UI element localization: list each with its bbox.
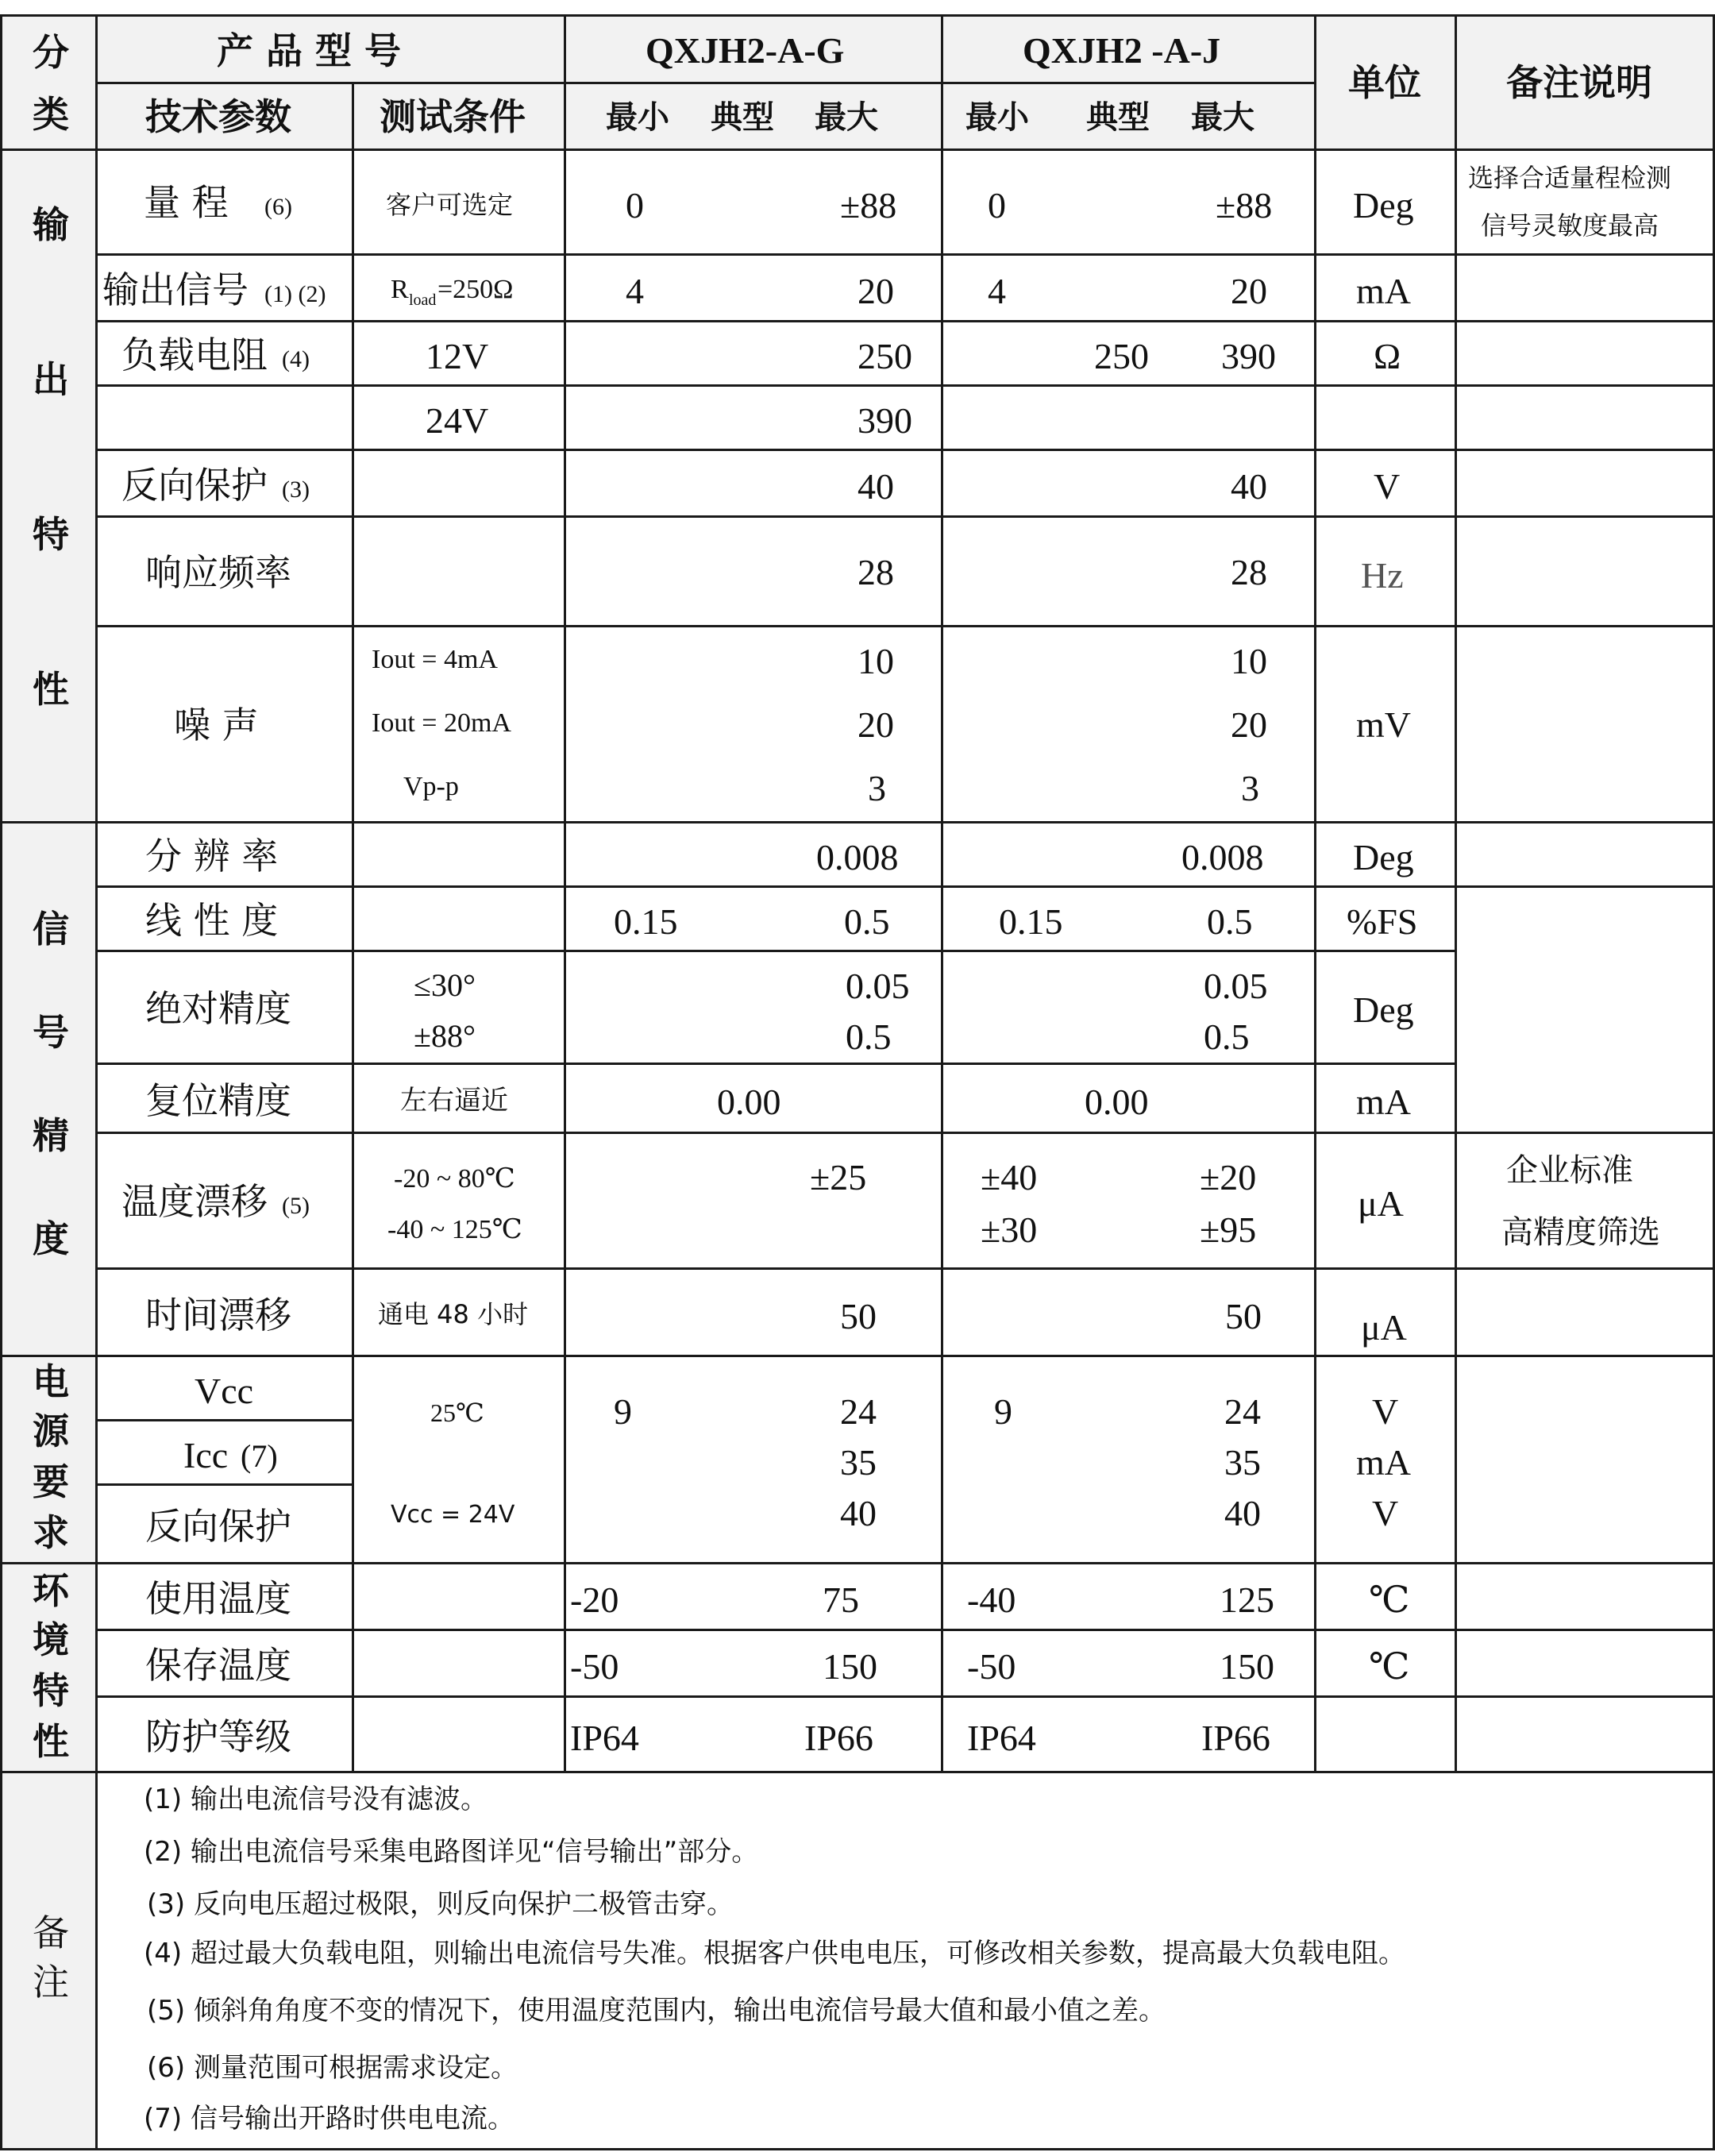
signal-cond-val: =250Ω	[437, 275, 514, 304]
load-g-max: 250	[858, 336, 912, 376]
header-tech-params-cell	[95, 82, 354, 151]
power-reverse-label: 反向保护	[145, 1505, 291, 1548]
row-timedrift-name	[95, 1267, 354, 1357]
load-label: 负载电阻	[121, 334, 268, 376]
row-signal-name	[95, 253, 354, 322]
icc-label: Icc	[183, 1435, 229, 1475]
resolution-j: 0.008	[1181, 837, 1264, 877]
row-protection-cond	[352, 1695, 566, 1773]
row-absolute-cond	[352, 950, 566, 1065]
row-absolute-unit	[1314, 950, 1457, 1065]
row-reset-g	[564, 1063, 943, 1134]
range-remark-1: 选择合适量程检测	[1468, 163, 1672, 193]
reset-unit: mA	[1356, 1082, 1411, 1122]
header-remarks-cell	[1455, 14, 1715, 151]
range-cond: 客户可选定	[386, 190, 514, 220]
section-power-char-2: 源	[33, 1410, 69, 1452]
header-model-j-cell	[941, 14, 1316, 84]
range-g-max: ±88	[840, 185, 897, 226]
noise-cond-2: Iout = 20mA	[372, 708, 511, 738]
signal-g-min: 4	[626, 271, 644, 311]
signal-cond-sub: load	[409, 291, 437, 309]
operating-j-min: -40	[967, 1579, 1016, 1620]
row-tempdrift-cond	[352, 1132, 566, 1270]
header-model-g: QXJH2-A-G	[646, 30, 845, 71]
signal-cond-r: R	[391, 275, 409, 304]
row-linearity-unit	[1314, 885, 1457, 952]
section-notes-cell	[0, 1771, 98, 2150]
tempdrift-cond-2: -40 ~ 125℃	[387, 1215, 522, 1244]
range-j-max: ±88	[1216, 185, 1273, 226]
note-6: (6) 测量范围可根据需求设定。	[147, 2052, 518, 2084]
noise-cond-3: Vp-p	[403, 772, 459, 801]
row-timedrift-unit	[1314, 1267, 1457, 1357]
row-reset-cond	[352, 1063, 566, 1134]
row-range-name	[95, 148, 354, 256]
reverse-label: 反向保护	[121, 464, 268, 507]
icc-ref: (7)	[241, 1438, 278, 1474]
signal-j-min: 4	[988, 271, 1006, 311]
header-product-model-cell	[95, 14, 566, 84]
signal-label: 输出信号	[102, 268, 249, 311]
row-noise-cond	[352, 625, 566, 823]
tempdrift-remark-2: 高精度筛选	[1501, 1214, 1660, 1251]
row-storage-cond	[352, 1629, 566, 1698]
range-remark-2: 信号灵敏度最高	[1481, 210, 1659, 241]
section-env-char-3: 特	[33, 1669, 69, 1712]
row-timedrift-j	[941, 1267, 1316, 1357]
range-ref: (6)	[264, 194, 292, 220]
power-reverse-unit: V	[1372, 1493, 1399, 1533]
absolute-unit: Deg	[1353, 989, 1414, 1030]
vcc-g-max: 24	[840, 1391, 877, 1432]
row-reset-j	[941, 1063, 1316, 1134]
row-resolution-j	[941, 821, 1316, 888]
power-reverse-j-max: 40	[1224, 1493, 1261, 1533]
row-reverse-remark	[1455, 449, 1715, 518]
row-reverse-unit	[1314, 449, 1457, 518]
row-noise-g	[564, 625, 943, 823]
header-j-min: 最小	[965, 99, 1029, 136]
row-reverse-j	[941, 449, 1316, 518]
row-absolute-name	[95, 950, 354, 1065]
row-timedrift-remark	[1455, 1267, 1715, 1357]
noise-label: 噪 声	[174, 704, 259, 746]
timedrift-j: 50	[1225, 1296, 1262, 1336]
row-signal-remark	[1455, 253, 1715, 322]
linearity-j-min: 0.15	[999, 901, 1063, 942]
note-1: (1) 输出电流信号没有滤波。	[144, 1784, 488, 1815]
header-category-2: 类	[33, 93, 69, 136]
row-load-remark	[1455, 320, 1715, 387]
absolute-g-2: 0.5	[846, 1016, 892, 1057]
noise-j-1: 10	[1231, 641, 1267, 681]
notes-body-cell	[95, 1771, 1715, 2150]
section-power-char-1: 电	[33, 1360, 69, 1403]
section-notes-char-1: 备	[33, 1911, 69, 1954]
protection-j-min: IP64	[967, 1718, 1036, 1758]
row-load24-j	[941, 384, 1316, 451]
protection-label: 防护等级	[145, 1715, 291, 1758]
note-7: (7) 信号输出开路时供电电流。	[144, 2103, 514, 2135]
range-label: 量 程	[144, 181, 229, 224]
row-operating-remark	[1455, 1562, 1715, 1631]
tempdrift-j-max-1: ±20	[1200, 1157, 1257, 1198]
load24-cond: 24V	[426, 400, 489, 441]
operating-unit: ℃	[1369, 1579, 1410, 1620]
row-reset-name	[95, 1063, 354, 1134]
row-range-cond	[352, 148, 566, 256]
signal-merged-remark	[1455, 885, 1715, 1134]
tempdrift-remark-1: 企业标准	[1506, 1152, 1633, 1189]
header-category-cell	[0, 14, 98, 151]
resolution-label: 分 辨 率	[145, 835, 279, 877]
power-j-cell	[941, 1355, 1316, 1564]
storage-j-min: -50	[967, 1646, 1016, 1687]
noise-g-2: 20	[858, 704, 894, 745]
operating-g-min: -20	[570, 1579, 619, 1620]
timedrift-label: 时间漂移	[145, 1294, 291, 1336]
vcc-unit: V	[1372, 1391, 1399, 1432]
absolute-cond-1: ≤30°	[414, 967, 476, 1003]
signal-g-max: 20	[858, 271, 894, 311]
section-signal-char-4: 度	[33, 1217, 69, 1260]
absolute-j-1: 0.05	[1204, 966, 1268, 1006]
note-2: (2) 输出电流信号采集电路图详见“信号输出”部分。	[144, 1836, 759, 1868]
range-unit: Deg	[1353, 185, 1414, 226]
header-model-j: QXJH2 -A-J	[1023, 30, 1221, 71]
row-tempdrift-unit	[1314, 1132, 1457, 1270]
row-linearity-cond	[352, 885, 566, 952]
protection-j-max: IP66	[1201, 1718, 1270, 1758]
load-cond: 12V	[426, 336, 489, 376]
row-resolution-name	[95, 821, 354, 888]
section-output-cell	[0, 148, 98, 823]
absolute-g-1: 0.05	[846, 966, 910, 1006]
section-env-char-2: 境	[33, 1618, 69, 1661]
row-protection-unit	[1314, 1695, 1457, 1773]
timedrift-g: 50	[840, 1296, 877, 1336]
power-g-cell	[564, 1355, 943, 1564]
header-test-conditions: 测试条件	[380, 95, 526, 138]
row-reverse-g	[564, 449, 943, 518]
section-signal-cell	[0, 821, 98, 1357]
response-label: 响应频率	[145, 551, 291, 594]
row-storage-g	[564, 1629, 943, 1698]
row-load-j	[941, 320, 1316, 387]
section-power-char-3: 要	[33, 1460, 69, 1503]
noise-unit: mV	[1356, 704, 1411, 745]
linearity-label: 线 性 度	[145, 899, 279, 942]
header-g-max: 最大	[815, 99, 878, 136]
load-ref: (4)	[282, 346, 310, 372]
row-resolution-g	[564, 821, 943, 888]
power-cond-cell	[352, 1355, 566, 1564]
section-env-char-4: 性	[33, 1720, 69, 1763]
row-response-j	[941, 515, 1316, 627]
reset-label: 复位精度	[145, 1079, 291, 1122]
row-load24-remark	[1455, 384, 1715, 451]
signal-j-max: 20	[1231, 271, 1267, 311]
row-protection-name	[95, 1695, 354, 1773]
row-operating-j	[941, 1562, 1316, 1631]
icc-unit: mA	[1356, 1442, 1411, 1483]
row-range-g	[564, 148, 943, 256]
row-noise-remark	[1455, 625, 1715, 823]
row-load24-name	[95, 384, 354, 451]
row-linearity-j	[941, 885, 1316, 952]
power-reverse-g-max: 40	[840, 1493, 877, 1533]
section-signal-char-3: 精	[33, 1114, 69, 1157]
vcc-label: Vcc	[195, 1371, 254, 1411]
reset-j: 0.00	[1085, 1082, 1149, 1122]
row-vcc-name	[95, 1355, 354, 1421]
tempdrift-label: 温度漂移	[121, 1180, 268, 1223]
tempdrift-cond-1: -20 ~ 80℃	[394, 1164, 515, 1194]
power-remark-cell	[1455, 1355, 1715, 1564]
reset-g: 0.00	[717, 1082, 781, 1122]
header-unit: 单位	[1348, 61, 1421, 104]
header-remarks: 备注说明	[1506, 61, 1652, 104]
storage-unit: ℃	[1369, 1646, 1410, 1687]
load24-g-max: 390	[858, 400, 912, 441]
row-response-name	[95, 515, 354, 627]
linearity-g-min: 0.15	[614, 901, 678, 942]
row-range-j	[941, 148, 1316, 256]
row-reset-unit	[1314, 1063, 1457, 1134]
header-g-typ: 典型	[711, 99, 774, 136]
row-load24-g	[564, 384, 943, 451]
note-3: (3) 反向电压超过极限，则反向保护二极管击穿。	[147, 1888, 734, 1920]
row-absolute-g	[564, 950, 943, 1065]
row-signal-j	[941, 253, 1316, 322]
absolute-j-2: 0.5	[1204, 1016, 1250, 1057]
row-storage-remark	[1455, 1629, 1715, 1698]
header-product-model: 产 品 型 号	[217, 29, 402, 72]
row-protection-remark	[1455, 1695, 1715, 1773]
load-unit: Ω	[1374, 336, 1401, 376]
operating-j-max: 125	[1220, 1579, 1274, 1620]
header-unit-cell	[1314, 14, 1457, 151]
row-load24-unit	[1314, 384, 1457, 451]
section-notes-char-2: 注	[33, 1961, 69, 2004]
tempdrift-j-max-2: ±95	[1200, 1209, 1257, 1250]
row-storage-unit	[1314, 1629, 1457, 1698]
noise-g-1: 10	[858, 641, 894, 681]
row-load24-cond	[352, 384, 566, 451]
tempdrift-ref: (5)	[282, 1193, 310, 1219]
absolute-cond-2: ±88°	[414, 1018, 476, 1054]
row-signal-cond	[352, 253, 566, 322]
header-model-g-cell	[564, 14, 943, 84]
load-j-max: 390	[1221, 336, 1276, 376]
header-test-conditions-cell	[352, 82, 566, 151]
section-output-char-2: 出	[33, 358, 69, 401]
load-j-typ: 250	[1094, 336, 1149, 376]
storage-j-max: 150	[1220, 1646, 1274, 1687]
storage-g-min: -50	[570, 1646, 619, 1687]
header-j-max: 最大	[1191, 99, 1254, 136]
linearity-unit: %FS	[1347, 901, 1418, 942]
range-j-min: 0	[988, 185, 1006, 226]
row-protection-j	[941, 1695, 1316, 1773]
row-noise-name	[95, 625, 354, 823]
row-signal-unit	[1314, 253, 1457, 322]
range-g-min: 0	[626, 185, 644, 226]
row-reverse-cond	[352, 449, 566, 518]
section-output-char-1: 输	[33, 203, 69, 246]
row-storage-name	[95, 1629, 354, 1698]
row-tempdrift-j	[941, 1132, 1316, 1270]
reverse-g-max: 40	[858, 466, 894, 507]
row-load-cond	[352, 320, 566, 387]
note-4: (4) 超过最大负载电阻，则输出电流信号失准。根据客户供电电压，可修改相关参数，提高最大负载电阻。	[144, 1938, 1405, 1969]
power-unit-cell	[1314, 1355, 1457, 1564]
section-output-char-3: 特	[33, 513, 69, 556]
signal-ref: (1) (2)	[264, 281, 326, 307]
section-signal-char-2: 号	[33, 1011, 69, 1054]
resolution-unit: Deg	[1353, 837, 1414, 877]
row-linearity-g	[564, 885, 943, 952]
row-reverse-name	[95, 449, 354, 518]
timedrift-unit: μA	[1361, 1307, 1407, 1348]
protection-g-min: IP64	[570, 1718, 639, 1758]
signal-unit: mA	[1356, 271, 1411, 311]
row-noise-j	[941, 625, 1316, 823]
vcc-j-max: 24	[1224, 1391, 1261, 1432]
row-response-cond	[352, 515, 566, 627]
section-power-char-4: 求	[33, 1511, 69, 1554]
section-env-char-1: 环	[33, 1569, 69, 1612]
resolution-g: 0.008	[816, 837, 899, 877]
vcc-g-min: 9	[614, 1391, 632, 1432]
icc-j-max: 35	[1224, 1442, 1261, 1483]
row-signal-g	[564, 253, 943, 322]
section-signal-char-1: 信	[33, 908, 69, 951]
power-cond-2: Vcc = 24V	[391, 1501, 515, 1529]
header-g-min: 最小	[606, 99, 669, 136]
power-cond-1: 25℃	[430, 1398, 484, 1427]
row-timedrift-cond	[352, 1267, 566, 1357]
row-resolution-cond	[352, 821, 566, 888]
timedrift-cond: 通电 48 小时	[378, 1299, 529, 1329]
header-category-1: 分	[33, 31, 69, 74]
header-g-subhead-cell	[564, 82, 943, 151]
noise-cond-1: Iout = 4mA	[372, 645, 498, 674]
section-output-char-4: 性	[33, 668, 69, 711]
row-load-g	[564, 320, 943, 387]
note-5: (5) 倾斜角角度不变的情况下，使用温度范围内，输出电流信号最大值和最小值之差。	[147, 1995, 1166, 2027]
noise-j-2: 20	[1231, 704, 1267, 745]
row-range-unit	[1314, 148, 1457, 256]
row-response-unit	[1314, 515, 1457, 627]
tempdrift-unit: μA	[1358, 1183, 1404, 1224]
linearity-j-max: 0.5	[1207, 901, 1253, 942]
reverse-unit: V	[1374, 466, 1401, 507]
row-timedrift-g	[564, 1267, 943, 1357]
row-icc-name	[95, 1419, 354, 1486]
reverse-ref: (3)	[282, 476, 310, 503]
operating-label: 使用温度	[145, 1577, 291, 1620]
storage-g-max: 150	[823, 1646, 877, 1687]
row-linearity-name	[95, 885, 354, 952]
header-tech-params: 技术参数	[145, 95, 291, 138]
row-operating-cond	[352, 1562, 566, 1631]
row-operating-unit	[1314, 1562, 1457, 1631]
response-unit: Hz	[1361, 555, 1404, 596]
noise-j-3: 3	[1241, 768, 1259, 808]
header-j-subhead-cell	[941, 82, 1316, 151]
row-tempdrift-name	[95, 1132, 354, 1270]
tempdrift-j-min-1: ±40	[981, 1157, 1038, 1198]
reverse-j-max: 40	[1231, 466, 1267, 507]
vcc-j-min: 9	[994, 1391, 1012, 1432]
protection-g-max: IP66	[804, 1718, 873, 1758]
row-resolution-unit	[1314, 821, 1457, 888]
absolute-label: 绝对精度	[145, 987, 291, 1030]
tempdrift-j-min-2: ±30	[981, 1209, 1038, 1250]
response-j-max: 28	[1231, 552, 1267, 592]
row-tempdrift-remark	[1455, 1132, 1715, 1270]
section-power-cell	[0, 1355, 98, 1564]
row-operating-g	[564, 1562, 943, 1631]
reset-cond: 左右逼近	[400, 1085, 508, 1117]
row-response-g	[564, 515, 943, 627]
row-range-remark	[1455, 148, 1715, 256]
row-noise-unit	[1314, 625, 1457, 823]
header-j-typ: 典型	[1086, 99, 1150, 136]
icc-g-max: 35	[840, 1442, 877, 1483]
row-load-name	[95, 320, 354, 387]
linearity-g-max: 0.5	[844, 901, 890, 942]
row-resolution-remark	[1455, 821, 1715, 888]
row-operating-name	[95, 1562, 354, 1631]
operating-g-max: 75	[823, 1579, 859, 1620]
row-absolute-j	[941, 950, 1316, 1065]
row-storage-j	[941, 1629, 1316, 1698]
row-load-unit	[1314, 320, 1457, 387]
response-g-max: 28	[858, 552, 894, 592]
row-protection-g	[564, 1695, 943, 1773]
row-power-reverse-name	[95, 1483, 354, 1564]
storage-label: 保存温度	[145, 1644, 291, 1687]
row-response-remark	[1455, 515, 1715, 627]
tempdrift-g-1: ±25	[810, 1157, 867, 1198]
noise-g-3: 3	[868, 768, 886, 808]
row-tempdrift-g	[564, 1132, 943, 1270]
section-env-cell	[0, 1562, 98, 1773]
